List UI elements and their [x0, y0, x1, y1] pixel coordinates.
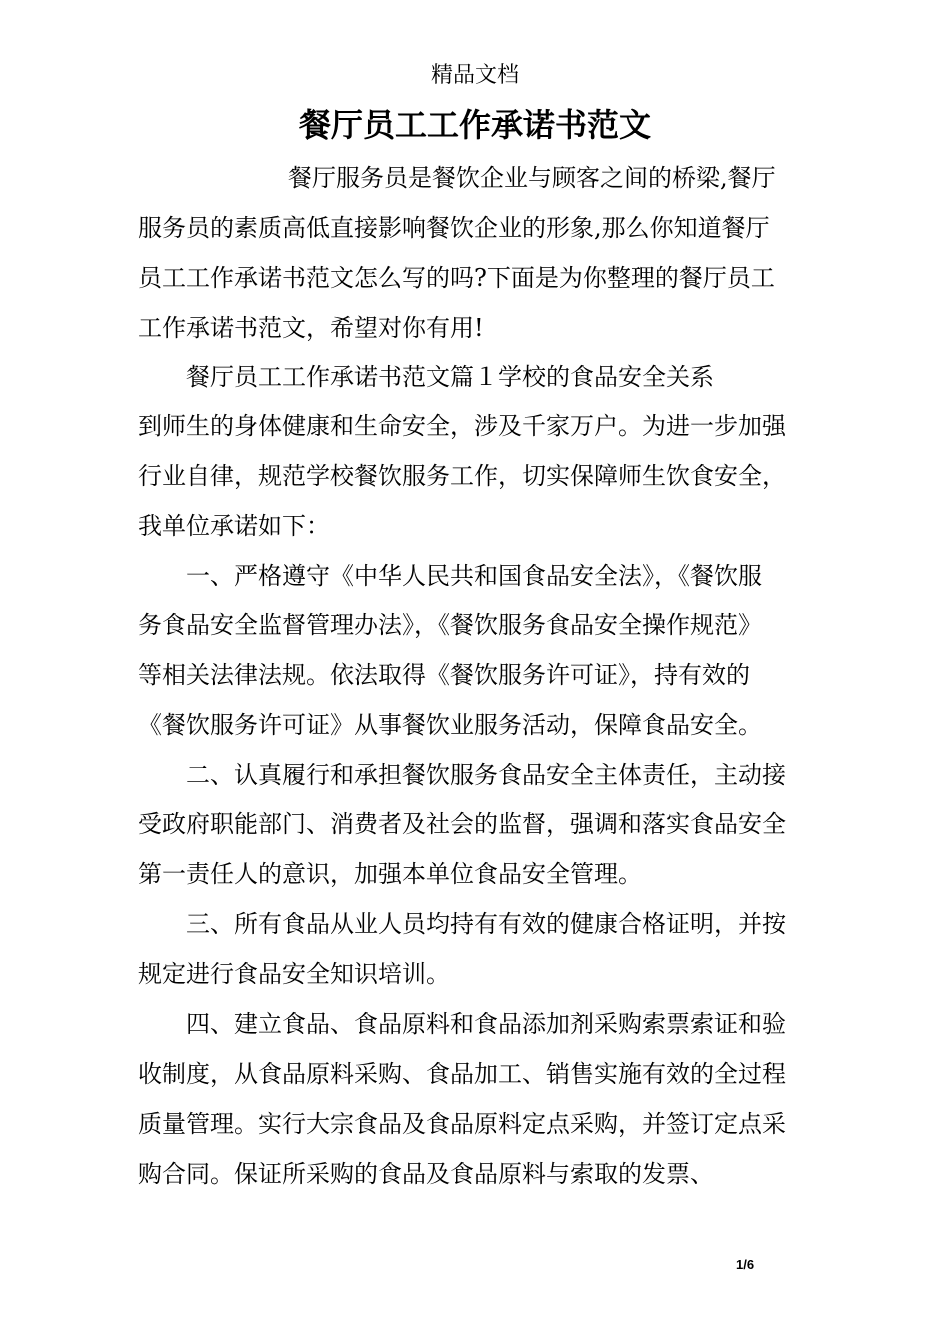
body-line: 购合同。保证所采购的食品及食品原料与索取的发票、: [138, 1160, 714, 1188]
body-line: 工作承诺书范文，希望对你有用!: [138, 314, 484, 342]
body-line: 规定进行食品安全知识培训。: [138, 960, 450, 988]
body-line: 二、认真履行和承担餐饮服务食品安全主体责任，主动接: [186, 761, 786, 789]
document-title: 餐厅员工工作承诺书范文: [298, 106, 651, 144]
body-line: 三、所有食品从业人员均持有有效的健康合格证明，并按: [186, 910, 786, 938]
body-line: 餐厅员工工作承诺书范文篇１学校的食品安全关系: [186, 363, 714, 391]
body-line: 行业自律，规范学校餐饮服务工作，切实保障师生饮食安全，: [138, 462, 786, 490]
body-line: 务食品安全监督管理办法》，《餐饮服务食品安全操作规范》: [138, 611, 762, 639]
body-line: 服务员的素质高低直接影响餐饮企业的形象,那么你知道餐厅: [138, 214, 770, 242]
body-line: 收制度，从食品原料采购、食品加工、销售实施有效的全过程: [138, 1060, 786, 1088]
body-line: 等相关法律法规。依法取得《餐饮服务许可证》，持有效的: [138, 661, 750, 689]
page-header: 精品文档: [430, 63, 519, 88]
body-line: 餐厅服务员是餐饮企业与顾客之间的桥梁,餐厅: [288, 164, 776, 192]
body-line: 一、严格遵守《中华人民共和国食品安全法》，《餐饮服: [186, 562, 762, 590]
body-line: 《餐饮服务许可证》从事餐饮业服务活动，保障食品安全。: [138, 711, 762, 739]
page-number: 1/6: [736, 1257, 755, 1272]
body-line: 员工工作承诺书范文怎么写的吗?下面是为你整理的餐厅员工: [138, 264, 775, 292]
body-line: 我单位承诺如下：: [138, 512, 330, 540]
body-line: 受政府职能部门、消费者及社会的监督，强调和落实食品安全: [138, 810, 786, 838]
body-line: 到师生的身体健康和生命安全，涉及千家万户。为进一步加强: [138, 412, 786, 440]
body-line: 质量管理。实行大宗食品及食品原料定点采购，并签订定点采: [138, 1110, 786, 1138]
body-line: 第一责任人的意识，加强本单位食品安全管理。: [138, 860, 642, 888]
body-line: 四、建立食品、食品原料和食品添加剂采购索票索证和验: [186, 1010, 786, 1038]
